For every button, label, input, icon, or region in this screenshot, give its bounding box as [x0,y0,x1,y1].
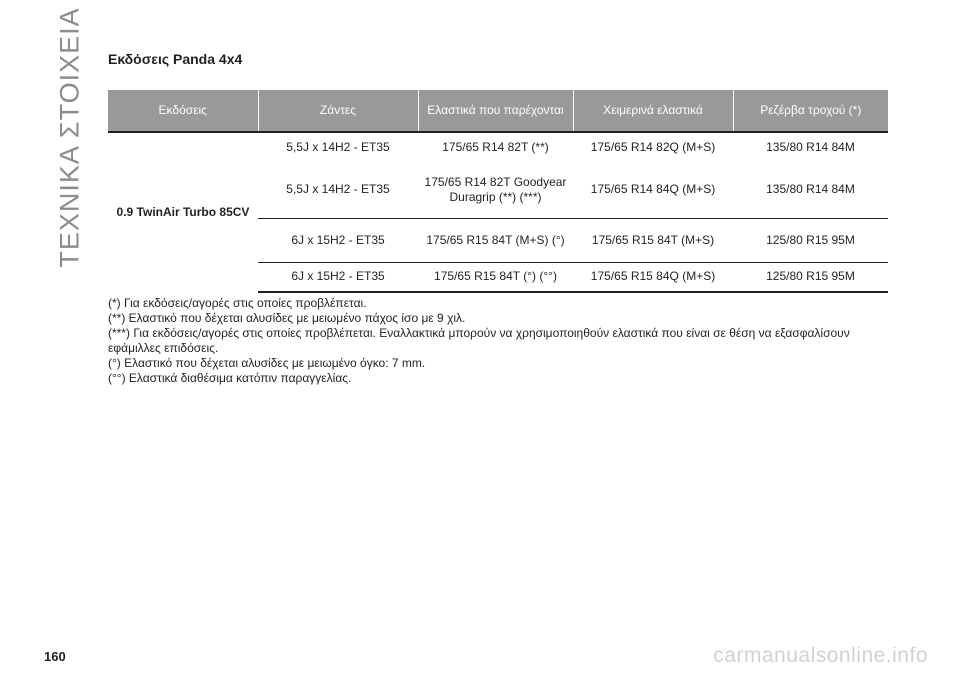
winter-tyre-cell: 175/65 R15 84T (M+S) [573,218,733,262]
spare-wheel-cell: 125/80 R15 95M [733,218,888,262]
rim-cell: 6J x 15H2 - ET35 [258,218,418,262]
header-rims: Ζάντες [258,90,418,132]
rim-cell: 5,5J x 14H2 - ET35 [286,182,390,197]
tyre-specs-table [108,90,888,293]
header-spare-wheel: Ρεζέρβα τροχού (*) [733,90,888,132]
section-title: Εκδόσεις Panda 4x4 [108,51,243,67]
tyre-cell: 175/65 R15 84T (M+S) (°) [418,218,573,262]
table-row [108,132,888,162]
version-cell: 0.9 TwinAir Turbo 85CV [116,205,250,219]
footnote: (**) Ελαστικό που δέχεται αλυσίδες με μειωμένο πάχος ίσο με 9 χιλ. [108,311,466,325]
page-number: 160 [44,649,66,664]
tyre-cell: 175/65 R14 82T (**) [442,140,549,154]
header-supplied-tyres: Ελαστικά που παρέχονται [418,90,573,132]
winter-tyre-cell: 175/65 R14 84Q (M+S) [590,182,716,197]
spare-wheel-cell: 135/80 R14 84M [766,182,855,197]
spare-wheel-cell: 135/80 R14 84M [766,140,855,154]
chapter-title-text: ΤΕΧΝΙΚΑ ΣΤΟΙΧΕΙΑ [54,6,85,268]
header-winter-tyres: Χειμερινά ελαστικά [573,90,733,132]
chapter-side-title [50,6,90,268]
winter-tyre-cell: 175/65 R15 84Q (M+S) [573,262,733,292]
rim-cell: 6J x 15H2 - ET35 [258,262,418,292]
footnote: (°) Ελαστικό που δέχεται αλυσίδες με μειωμένο όγκο: 7 mm. [108,356,426,370]
header-versions: Εκδόσεις [108,90,258,132]
site-watermark: carmanualsonline.info [713,644,928,667]
tyre-cell: 175/65 R15 84T (°) (°°) [418,262,573,292]
tyre-cell: 175/65 R14 82T Goodyear Duragrip (**) (***) [424,174,567,204]
winter-tyre-cell: 175/65 R14 82Q (M+S) [590,140,716,154]
footnote: (°°) Ελαστικά διαθέσιμα κατόπιν παραγγελίας. [108,371,352,385]
footnote: (***) Για εκδόσεις/αγορές στις οποίες προβλέπεται. Εναλλακτικά μπορούν να χρησιμοποιηθούν ελαστικά που είναι σε θέση να εξασφαλίσουν εφάμιλλες επιδόσεις. [108,326,850,355]
spare-wheel-cell: 125/80 R15 95M [733,262,888,292]
table-header-row [108,90,888,132]
footnotes [108,296,888,386]
footnote: (*) Για εκδόσεις/αγορές στις οποίες προβλέπεται. [108,296,367,310]
rim-cell: 5,5J x 14H2 - ET35 [286,140,390,154]
